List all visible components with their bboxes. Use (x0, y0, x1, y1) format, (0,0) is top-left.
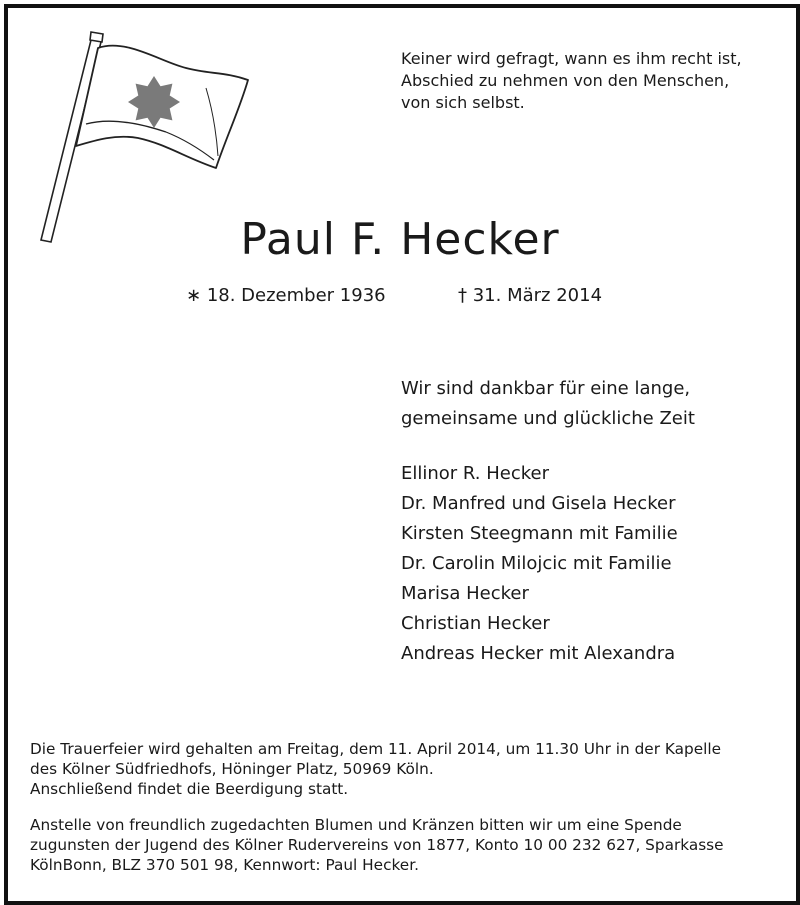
birth-date (186, 285, 386, 306)
mourner-name: Dr. Carolin Milojcic mit Familie (401, 553, 672, 574)
thanks-block (401, 374, 695, 434)
quote-line: von sich selbst. (401, 93, 525, 112)
funeral-notice-line: des Kölner Südfriedhofs, Höninger Platz, 50969 Köln. (30, 760, 434, 778)
mourner-name: Andreas Hecker mit Alexandra (401, 643, 676, 664)
donation-notice-line: zugunsten der Jugend des Kölner Rudervereins von 1877, Konto 10 00 232 627, Sparkasse (30, 836, 724, 854)
mourner-name: Ellinor R. Hecker (401, 463, 549, 484)
thanks-line: Wir sind dankbar für eine lange, (401, 378, 691, 399)
donation-notice (30, 815, 772, 875)
mourners-list (401, 459, 678, 669)
mourner-name: Marisa Hecker (401, 583, 529, 604)
mourner-name: Kirsten Steegmann mit Familie (401, 523, 678, 544)
deceased-name: Paul F. Hecker (240, 214, 560, 265)
quote-block (401, 48, 742, 114)
death-date-text: 31. März 2014 (472, 285, 603, 306)
funeral-notice (30, 739, 772, 799)
star-icon (128, 76, 180, 128)
thanks-line: gemeinsame und glückliche Zeit (401, 408, 695, 429)
funeral-notice-line: Die Trauerfeier wird gehalten am Freitag, dem 11. April 2014, um 11.30 Uhr in der Kapelle (30, 740, 722, 758)
donation-notice-line: KölnBonn, BLZ 370 501 98, Kennwort: Paul Hecker. (30, 856, 419, 874)
quote-line: Keiner wird gefragt, wann es ihm recht ist, (401, 49, 742, 68)
funeral-notice-line: Anschließend findet die Beerdigung statt. (30, 780, 349, 798)
death-date (458, 285, 602, 306)
mourner-name: Dr. Manfred und Gisela Hecker (401, 493, 676, 514)
mourner-name: Christian Hecker (401, 613, 550, 634)
quote-line: Abschied zu nehmen von den Menschen, (401, 71, 730, 90)
donation-notice-line: Anstelle von freundlich zugedachten Blumen und Kränzen bitten wir um eine Spende (30, 816, 682, 834)
birth-date-text: 18. Dezember 1936 (206, 285, 386, 306)
birth-symbol: ∗ (186, 285, 202, 306)
death-symbol: † (458, 285, 467, 306)
